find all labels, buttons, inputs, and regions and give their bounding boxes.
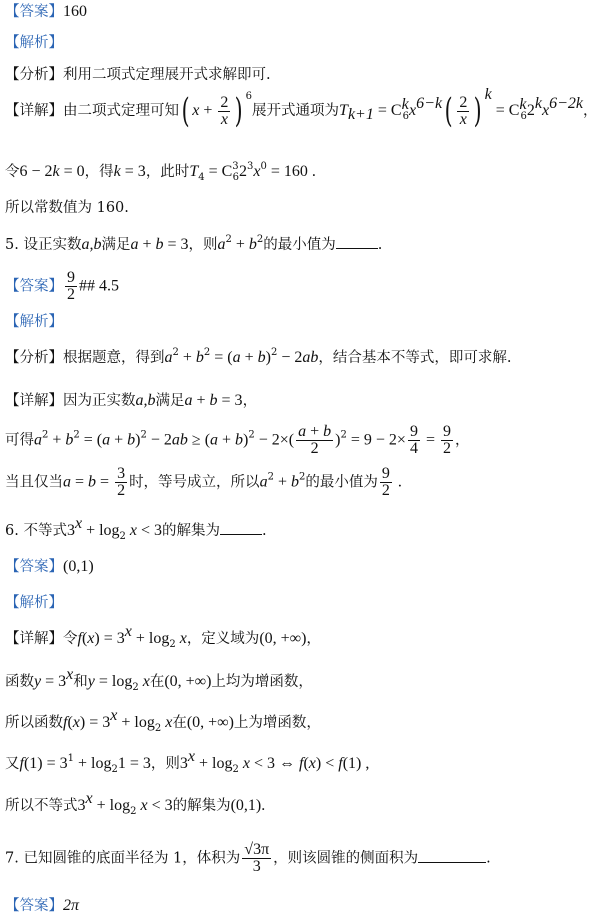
q5-detail-mid: 满足 xyxy=(155,393,185,409)
q6-line2: 函数$y = 3^x$和$y = \log_2 x$在(0, +∞)上均为增函数， xyxy=(5,666,313,693)
q7-stem-mid: ，则该圆锥的侧面积为 xyxy=(273,850,419,867)
q7-answer-line xyxy=(5,898,79,914)
q6-line3: 所以函数$f(x) = 3^x + \log_2 x$在(0, +∞)上为增函数， xyxy=(5,707,321,734)
q6-l5-pre: 所以不等式 xyxy=(5,798,78,814)
answer-tag: 【答案】 xyxy=(5,898,63,914)
q6-l4-pre: 又 xyxy=(5,756,20,772)
q5-analyze-line: 【分析】根据题意，得到$a^2 + b^2 = (a + b)^2 - 2ab$，结合基本不等式，即可求解. xyxy=(5,347,512,366)
q6-l2-mid: 和 xyxy=(73,674,88,690)
q7-stem: 7. 已知圆锥的底面半径为 1，体积为 $\frac{√3\pi}{3}$ ，则该圆锥的侧面积为 . xyxy=(5,841,491,875)
q6-line4: 又$f(1) = 3^1 + \log_21 = 3$，则$3^x + \log_2 x < 3$ ⇔ f(x) < f(1) , xyxy=(5,748,370,775)
q5-stem-pre: 5. 设正实数 xyxy=(5,237,82,253)
q6-l5-mid: 的解集为 xyxy=(172,798,231,814)
q6-l3-pre: 所以函数 xyxy=(5,715,63,731)
q5-answer-blank xyxy=(336,236,378,249)
q6-detail-line: 【详解】令$f(x) = 3^x + \log_2 x$，定义域为(0, +∞)， xyxy=(5,623,321,650)
q6-detail-pre: 令 xyxy=(63,631,78,647)
q4-answer-line xyxy=(5,4,87,20)
q4-detail-mid: 展开式通项为 xyxy=(252,103,340,119)
q5-line2: 可得$a^2 + b^2 = (a + b)^2 - 2ab \ge (a + b)^2 - 2\times$( $\frac{a + b}{2}$ )$^2$ = 9 − 2× $\frac{9}{4}$ = $\frac{9}{2}$ ， xyxy=(5,423,470,457)
q6-l3-end: 上为增函数， xyxy=(233,715,321,731)
q6-l2-end: 上均为增函数， xyxy=(211,674,313,690)
detail-tag: 【详解】 xyxy=(5,103,63,119)
q7-answer-blank xyxy=(418,850,486,863)
analyze-tag: 【分析】 xyxy=(5,67,63,83)
q4-analysis-tag: 【解析】 xyxy=(5,35,63,51)
q6-stem-pre: 6. 不等式 xyxy=(5,523,67,539)
q5-line3-mid: 时，等号成立，所以 xyxy=(129,474,260,491)
q6-line5: 所以不等式$3^x + \log_2 x < 3$的解集为(0,1). xyxy=(5,790,266,817)
q5-line3: 当且仅当a = b = $\frac{3}{2}$ 时，等号成立，所以$a^2 + b^2$的最小值为 $\frac{9}{2}$ . xyxy=(5,465,402,499)
detail-tag: 【详解】 xyxy=(5,393,63,409)
q5-detail-line: 【详解】因为正实数a,b满足a + b = 3， xyxy=(5,392,258,409)
q5-analyze-pre: 根据题意，得到 xyxy=(63,350,165,366)
q6-l2-pre: 函数 xyxy=(5,674,34,690)
q5-line3-pre: 当且仅当 xyxy=(5,474,63,491)
q7-answer-value: 2π xyxy=(63,897,80,914)
q4-line2: 令6 − 2k = 0，得k = 3，此时$T_4 = C^3_62^3x^0 = 160$ . xyxy=(5,161,316,183)
q4-analyze-line xyxy=(5,68,271,83)
q7-stem-pre: 7. 已知圆锥的底面半径为 1，体积为 xyxy=(5,850,241,867)
q6-l2-mid2: 在 xyxy=(149,674,165,690)
q6-answer-line xyxy=(5,559,94,575)
q5-stem-end: 的最小值为 xyxy=(263,237,336,253)
q6-l3-mid: 在 xyxy=(172,715,187,731)
q5-stem: 5. 设正实数a,b满足a + b = 3，则$a^2 + b^2$的最小值为 . xyxy=(5,234,383,253)
q6-analysis-tag: 【解析】 xyxy=(5,595,63,611)
q6-answer-value: (0,1) xyxy=(63,558,94,575)
q4-detail-pre: 由二项式定理可知 xyxy=(63,103,179,119)
q5-line2-pre: 可得 xyxy=(5,432,34,449)
q4-line2-mid: ，得 xyxy=(84,164,114,180)
q5-detail-pre: 因为正实数 xyxy=(63,393,136,409)
q5-answer-suffix: ## 4.5 xyxy=(79,277,119,295)
q5-analyze-end: ，结合基本不等式，即可求解. xyxy=(318,350,512,366)
q5-stem-mid: 满足 xyxy=(101,237,131,253)
q6-detail-mid: ，定义域为 xyxy=(186,631,260,647)
q5-line3-mid2: 的最小值为 xyxy=(305,474,378,491)
answer-tag: 【答案】 xyxy=(5,278,63,295)
q4-line2-pre: 令 xyxy=(5,164,20,180)
q6-stem-end: 的解集为 xyxy=(162,523,221,539)
q6-stem: 6. 不等式$3^x + \log_2 x < 3$的解集为 . xyxy=(5,515,267,542)
q5-analysis-tag: 【解析】 xyxy=(5,314,63,330)
q6-l4-mid: ，则 xyxy=(150,756,180,772)
q5-stem-mid2: ，则 xyxy=(188,237,218,253)
q4-detail-line: 【详解】由二项式定理可知( x + $\frac{2}{x}$ ) $^6$展开式通项为$T_{k+1} = C^k_6x^{6-k}$( $\frac{2}{x}$ ) $^k = C^k_62^kx^{6-2k}$， xyxy=(5,86,598,131)
q4-answer-value: 160 xyxy=(63,3,87,20)
q6-answer-blank xyxy=(220,522,262,535)
answer-tag: 【答案】 xyxy=(5,4,63,20)
q4-line2-mid2: ，此时 xyxy=(145,164,190,180)
q4-conclusion: 所以常数值为 160. xyxy=(5,200,129,216)
q5-answer-line: 【答案】 $\frac{9}{2}$ ## 4.5 xyxy=(5,269,119,303)
answer-tag: 【答案】 xyxy=(5,559,63,575)
detail-tag: 【详解】 xyxy=(5,631,63,647)
q4-analyze-text: 利用二项式定理展开式求解即可. xyxy=(63,67,271,83)
analyze-tag: 【分析】 xyxy=(5,350,63,366)
